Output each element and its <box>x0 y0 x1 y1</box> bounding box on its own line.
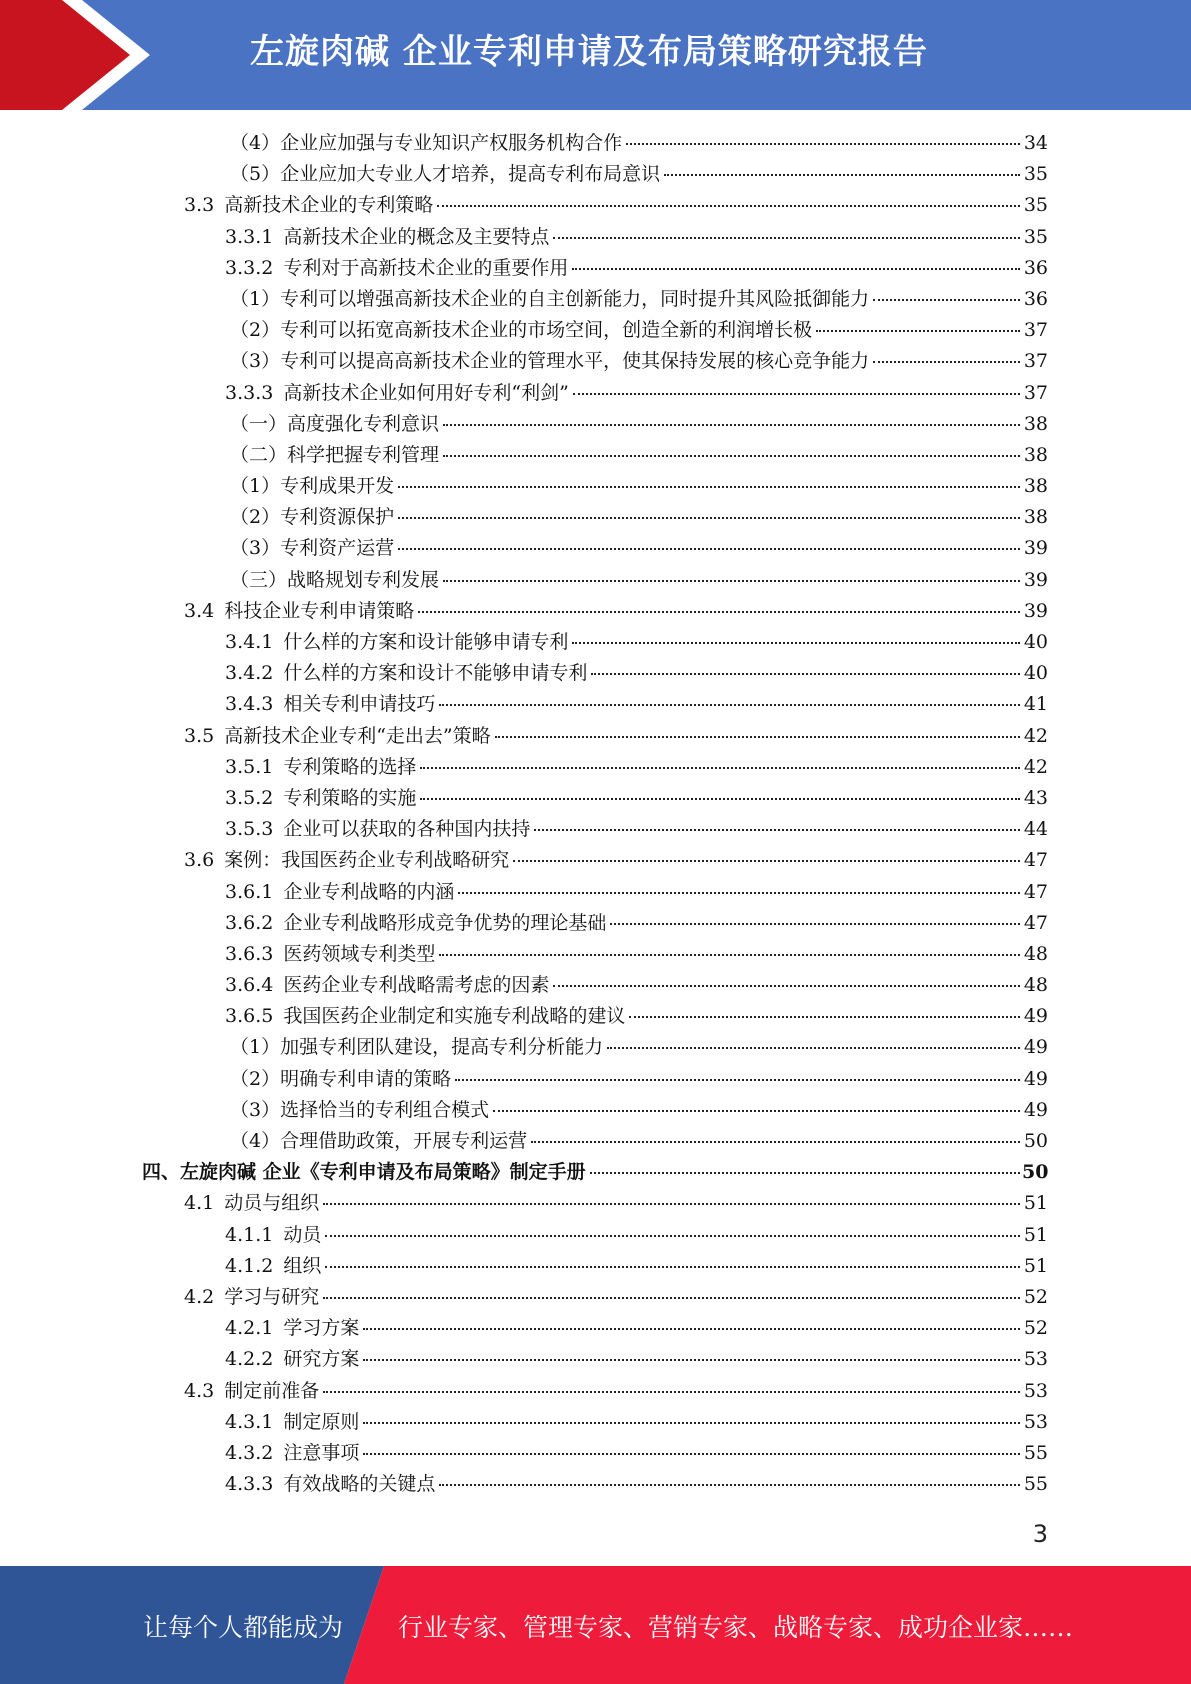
toc-entry-label: 高新技术企业的概念及主要特点 <box>283 225 550 248</box>
toc-entry-page: 48 <box>1023 974 1048 997</box>
toc-entry-number: 3.6 <box>184 849 215 872</box>
toc-entry-label: 高新技术企业专利“走出去”策略 <box>224 724 491 747</box>
toc-entry[interactable] <box>0 1220 1191 1251</box>
toc-entry-label: 学习方案 <box>283 1317 360 1340</box>
toc-dot-leader <box>398 516 1020 519</box>
toc-dot-leader <box>439 953 1020 956</box>
document-title: 左旋肉碱 企业专利申请及布局策略研究报告 <box>250 32 928 72</box>
toc-entry-number: 4.1.1 <box>225 1223 274 1246</box>
toc-entry-page: 39 <box>1023 599 1048 622</box>
toc-entry-label: 学习与研究 <box>224 1285 320 1308</box>
toc-entry-label: （3）专利资产运营 <box>230 537 395 560</box>
toc-entry-number: 4.2 <box>184 1285 215 1308</box>
toc-entry-page: 35 <box>1023 225 1048 248</box>
toc-entry[interactable] <box>0 128 1191 159</box>
toc-entry-page: 42 <box>1023 724 1048 747</box>
toc-entry[interactable] <box>0 783 1191 814</box>
toc-entry-label: 相关专利申请技巧 <box>283 693 436 716</box>
toc-entry[interactable] <box>0 565 1191 596</box>
toc-entry-page: 41 <box>1023 693 1048 716</box>
toc-entry-label: 科技企业专利申请策略 <box>224 599 415 622</box>
toc-entry-page: 47 <box>1023 880 1048 903</box>
toc-dot-leader <box>493 1109 1020 1112</box>
toc-entry[interactable] <box>0 814 1191 845</box>
toc-entry[interactable] <box>0 253 1191 284</box>
toc-entry-page: 39 <box>1023 537 1048 560</box>
toc-entry-number: 3.6.1 <box>225 880 274 903</box>
toc-entry-number: 3.6.5 <box>225 1005 274 1028</box>
toc-entry[interactable] <box>0 1188 1191 1219</box>
toc-entry-number: 3.3.1 <box>225 225 274 248</box>
toc-entry[interactable] <box>0 1282 1191 1313</box>
footer-slogan-right: 行业专家、管理专家、营销专家、战略专家、成功企业家…… <box>398 1613 1074 1642</box>
toc-dot-leader <box>591 672 1020 675</box>
toc-entry[interactable] <box>0 1407 1191 1438</box>
toc-entry-page: 53 <box>1023 1410 1048 1433</box>
toc-entry[interactable] <box>0 222 1191 253</box>
toc-entry-number: 3.4 <box>184 599 215 622</box>
toc-dot-leader <box>363 1421 1020 1424</box>
toc-entry[interactable] <box>0 1001 1191 1032</box>
toc-entry-number: 3.5.2 <box>225 786 274 809</box>
toc-entry-page: 51 <box>1023 1254 1048 1277</box>
toc-entry-label: 动员 <box>283 1223 322 1246</box>
toc-dot-leader <box>420 766 1020 769</box>
toc-entry-page: 43 <box>1023 786 1048 809</box>
toc-dot-leader <box>420 797 1020 800</box>
toc-entry-page: 52 <box>1023 1285 1048 1308</box>
toc-entry-number: 4.3.2 <box>225 1441 274 1464</box>
toc-entry-page: 37 <box>1023 381 1048 404</box>
toc-entry-page: 34 <box>1023 132 1048 154</box>
toc-entry-label: 专利策略的实施 <box>283 786 417 809</box>
toc-entry-label: 有效战略的关键点 <box>283 1473 436 1496</box>
toc-dot-leader <box>443 579 1020 582</box>
footer-slogan-left: 让每个人都能成为 <box>143 1613 344 1642</box>
toc-entry-label: （4）合理借助政策，开展专利运营 <box>230 1130 528 1152</box>
toc-entry[interactable] <box>0 502 1191 533</box>
toc-entry-number: 3.3.3 <box>225 381 274 404</box>
toc-entry-number: 3.6.3 <box>225 942 274 965</box>
toc-entry-page: 50 <box>1023 1130 1048 1152</box>
toc-entry[interactable] <box>0 159 1191 190</box>
toc-entry-number: 4.3.3 <box>225 1473 274 1496</box>
toc-entry[interactable] <box>0 721 1191 752</box>
toc-entry-number: 4.1 <box>184 1192 215 1215</box>
toc-entry[interactable] <box>0 533 1191 564</box>
toc-entry-page: 47 <box>1023 911 1048 934</box>
toc-entry-label: 我国医药企业制定和实施专利战略的建议 <box>283 1005 626 1028</box>
toc-entry[interactable] <box>0 752 1191 783</box>
toc-entry[interactable] <box>0 378 1191 409</box>
toc-entry-page: 35 <box>1023 163 1048 186</box>
toc-entry-page: 48 <box>1023 942 1048 965</box>
toc-entry-label: （2）专利可以拓宽高新技术企业的市场空间，创造全新的利润增长极 <box>230 319 813 342</box>
toc-dot-leader <box>590 1171 1020 1174</box>
toc-dot-leader <box>534 828 1020 831</box>
toc-entry-page: 53 <box>1023 1348 1048 1371</box>
toc-entry[interactable] <box>0 627 1191 658</box>
table-of-contents <box>0 128 1191 1500</box>
toc-entry-number: 3.4.3 <box>225 693 274 716</box>
toc-entry-label: （二）科学把握专利管理 <box>230 443 440 466</box>
toc-entry-label: （1）专利成果开发 <box>230 475 395 498</box>
page-header <box>0 0 1191 110</box>
toc-entry-label: （1）加强专利团队建设，提高专利分析能力 <box>230 1036 604 1059</box>
toc-entry-label: 注意事项 <box>283 1441 360 1464</box>
toc-entry-page: 44 <box>1023 818 1048 841</box>
toc-entry[interactable] <box>0 658 1191 689</box>
toc-entry-label: 什么样的方案和设计不能够申请专利 <box>283 662 588 685</box>
toc-entry-page: 50 <box>1022 1161 1049 1184</box>
toc-entry-label: （1）专利可以增强高新技术企业的自主创新能力，同时提升其风险抵御能力 <box>230 287 870 310</box>
toc-entry-page: 49 <box>1023 1067 1048 1090</box>
toc-entry-number: 3.4.1 <box>225 631 274 653</box>
toc-entry[interactable] <box>0 284 1191 315</box>
toc-entry-number: 3.6.2 <box>225 911 274 934</box>
toc-dot-leader <box>572 641 1020 644</box>
toc-entry[interactable] <box>0 689 1191 720</box>
toc-entry[interactable] <box>0 1126 1191 1157</box>
toc-entry-page: 38 <box>1023 412 1048 435</box>
toc-entry-label: 医药领域专利类型 <box>283 942 436 965</box>
toc-dot-leader <box>325 1265 1020 1268</box>
toc-dot-leader <box>443 454 1020 457</box>
toc-entry-page: 52 <box>1023 1317 1048 1340</box>
toc-dot-leader <box>531 1140 1020 1143</box>
toc-entry-number: 3.3 <box>184 194 215 217</box>
toc-entry[interactable] <box>0 877 1191 908</box>
toc-entry[interactable] <box>0 1032 1191 1063</box>
toc-entry-label: （3）选择恰当的专利组合模式 <box>230 1098 490 1121</box>
toc-entry-page: 35 <box>1023 194 1048 217</box>
toc-entry[interactable] <box>0 1157 1191 1188</box>
toc-entry[interactable] <box>0 1376 1191 1407</box>
toc-entry[interactable] <box>0 845 1191 876</box>
page-number: 3 <box>1032 1520 1048 1548</box>
toc-dot-leader <box>458 891 1020 894</box>
toc-entry-page: 39 <box>1023 568 1048 591</box>
toc-dot-leader <box>439 1483 1020 1486</box>
toc-dot-leader <box>363 1358 1020 1361</box>
toc-entry-label: 组织 <box>283 1254 322 1277</box>
toc-dot-leader <box>513 859 1020 862</box>
toc-entry-page: 38 <box>1023 475 1048 498</box>
toc-entry[interactable] <box>0 1064 1191 1095</box>
toc-dot-leader <box>626 142 1020 145</box>
toc-entry-label: 医药企业专利战略需考虑的因素 <box>283 974 550 997</box>
toc-dot-leader <box>323 1296 1020 1299</box>
toc-entry-page: 42 <box>1023 755 1048 778</box>
toc-entry-page: 51 <box>1023 1223 1048 1246</box>
toc-dot-leader <box>418 610 1020 613</box>
toc-entry-label: 四、左旋肉碱 企业《专利申请及布局策略》制定手册 <box>142 1161 586 1184</box>
toc-dot-leader <box>398 547 1020 550</box>
toc-dot-leader <box>873 298 1020 301</box>
toc-entry-number: 3.5.1 <box>225 755 274 778</box>
toc-entry-label: 高新技术企业的专利策略 <box>224 194 434 217</box>
toc-dot-leader <box>572 267 1020 270</box>
toc-entry-label: 高新技术企业如何用好专利“利剑” <box>283 381 569 404</box>
toc-entry-number: 4.2.1 <box>225 1317 274 1340</box>
toc-dot-leader <box>455 1078 1020 1081</box>
toc-entry-number: 4.1.2 <box>225 1254 274 1277</box>
toc-entry[interactable] <box>0 471 1191 502</box>
toc-entry[interactable] <box>0 970 1191 1001</box>
toc-entry-label: （一）高度强化专利意识 <box>230 412 440 435</box>
toc-entry-label: 什么样的方案和设计能够申请专利 <box>283 631 569 653</box>
toc-entry-label: （2）明确专利申请的策略 <box>230 1067 452 1090</box>
toc-entry-page: 40 <box>1023 631 1048 653</box>
toc-entry[interactable] <box>0 346 1191 377</box>
toc-dot-leader <box>398 485 1020 488</box>
toc-entry-page: 38 <box>1023 506 1048 529</box>
toc-entry-page: 40 <box>1023 662 1048 685</box>
toc-entry-page: 37 <box>1023 319 1048 342</box>
toc-entry-label: 企业专利战略形成竞争优势的理论基础 <box>283 911 607 934</box>
toc-dot-leader <box>443 423 1020 426</box>
toc-dot-leader <box>363 1327 1020 1330</box>
toc-entry[interactable] <box>0 190 1191 221</box>
toc-dot-leader <box>664 173 1020 176</box>
toc-entry-label: 案例：我国医药企业专利战略研究 <box>224 849 510 872</box>
toc-entry[interactable] <box>0 1251 1191 1282</box>
toc-dot-leader <box>325 1234 1020 1237</box>
toc-entry[interactable] <box>0 1438 1191 1469</box>
toc-entry-page: 37 <box>1023 350 1048 373</box>
toc-entry-page: 55 <box>1023 1473 1048 1496</box>
toc-entry-page: 49 <box>1023 1098 1048 1121</box>
toc-dot-leader <box>363 1452 1020 1455</box>
toc-dot-leader <box>553 984 1020 987</box>
toc-entry[interactable] <box>0 1344 1191 1375</box>
toc-entry-number: 3.6.4 <box>225 974 274 997</box>
toc-entry-label: （三）战略规划专利发展 <box>230 568 440 591</box>
toc-entry-label: （3）专利可以提高高新技术企业的管理水平，使其保持发展的核心竞争能力 <box>230 350 870 373</box>
toc-entry[interactable] <box>0 1469 1191 1500</box>
toc-entry[interactable] <box>0 908 1191 939</box>
toc-entry-label: 专利策略的选择 <box>283 755 417 778</box>
toc-entry-number: 3.3.2 <box>225 256 274 279</box>
toc-dot-leader <box>610 922 1020 925</box>
toc-dot-leader <box>323 1202 1020 1205</box>
toc-entry[interactable] <box>0 315 1191 346</box>
toc-dot-leader <box>437 204 1020 207</box>
toc-entry-label: 企业可以获取的各种国内扶持 <box>283 818 531 841</box>
toc-entry-page: 49 <box>1023 1005 1048 1028</box>
toc-entry-label: （5）企业应加大专业人才培养，提高专利布局意识 <box>230 163 661 186</box>
toc-entry-label: 研究方案 <box>283 1348 360 1371</box>
toc-entry[interactable] <box>0 1313 1191 1344</box>
toc-dot-leader <box>439 703 1020 706</box>
toc-entry-number: 4.3.1 <box>225 1410 274 1433</box>
toc-entry-label: （2）专利资源保护 <box>230 506 395 529</box>
toc-dot-leader <box>573 392 1020 395</box>
toc-entry-page: 36 <box>1023 287 1048 310</box>
toc-dot-leader <box>607 1046 1020 1049</box>
toc-entry-page: 49 <box>1023 1036 1048 1059</box>
toc-dot-leader <box>495 735 1020 738</box>
toc-entry-page: 55 <box>1023 1441 1048 1464</box>
toc-entry-page: 38 <box>1023 443 1048 466</box>
toc-dot-leader <box>816 329 1020 332</box>
toc-entry-page: 36 <box>1023 256 1048 279</box>
toc-entry-label: 专利对于高新技术企业的重要作用 <box>283 256 569 279</box>
page-footer <box>0 1566 1191 1684</box>
toc-entry[interactable] <box>0 1095 1191 1126</box>
toc-entry-label: （4）企业应加强与专业知识产权服务机构合作 <box>230 132 623 154</box>
toc-entry-label: 企业专利战略的内涵 <box>283 880 455 903</box>
toc-entry-label: 制定前准备 <box>224 1379 320 1402</box>
toc-entry-number: 3.5.3 <box>225 818 274 841</box>
toc-dot-leader <box>323 1390 1020 1393</box>
toc-entry-label: 动员与组织 <box>224 1192 320 1215</box>
toc-entry[interactable] <box>0 939 1191 970</box>
toc-entry[interactable] <box>0 440 1191 471</box>
toc-entry[interactable] <box>0 409 1191 440</box>
toc-entry-number: 3.5 <box>184 724 215 747</box>
toc-dot-leader <box>873 360 1020 363</box>
toc-dot-leader <box>553 236 1020 239</box>
toc-entry-number: 4.3 <box>184 1379 215 1402</box>
toc-entry-number: 4.2.2 <box>225 1348 274 1371</box>
toc-dot-leader <box>629 1015 1020 1018</box>
toc-entry-label: 制定原则 <box>283 1410 360 1433</box>
toc-entry[interactable] <box>0 596 1191 627</box>
toc-entry-page: 47 <box>1023 849 1048 872</box>
toc-entry-number: 3.4.2 <box>225 662 274 685</box>
toc-entry-page: 53 <box>1023 1379 1048 1402</box>
toc-entry-page: 51 <box>1023 1192 1048 1215</box>
